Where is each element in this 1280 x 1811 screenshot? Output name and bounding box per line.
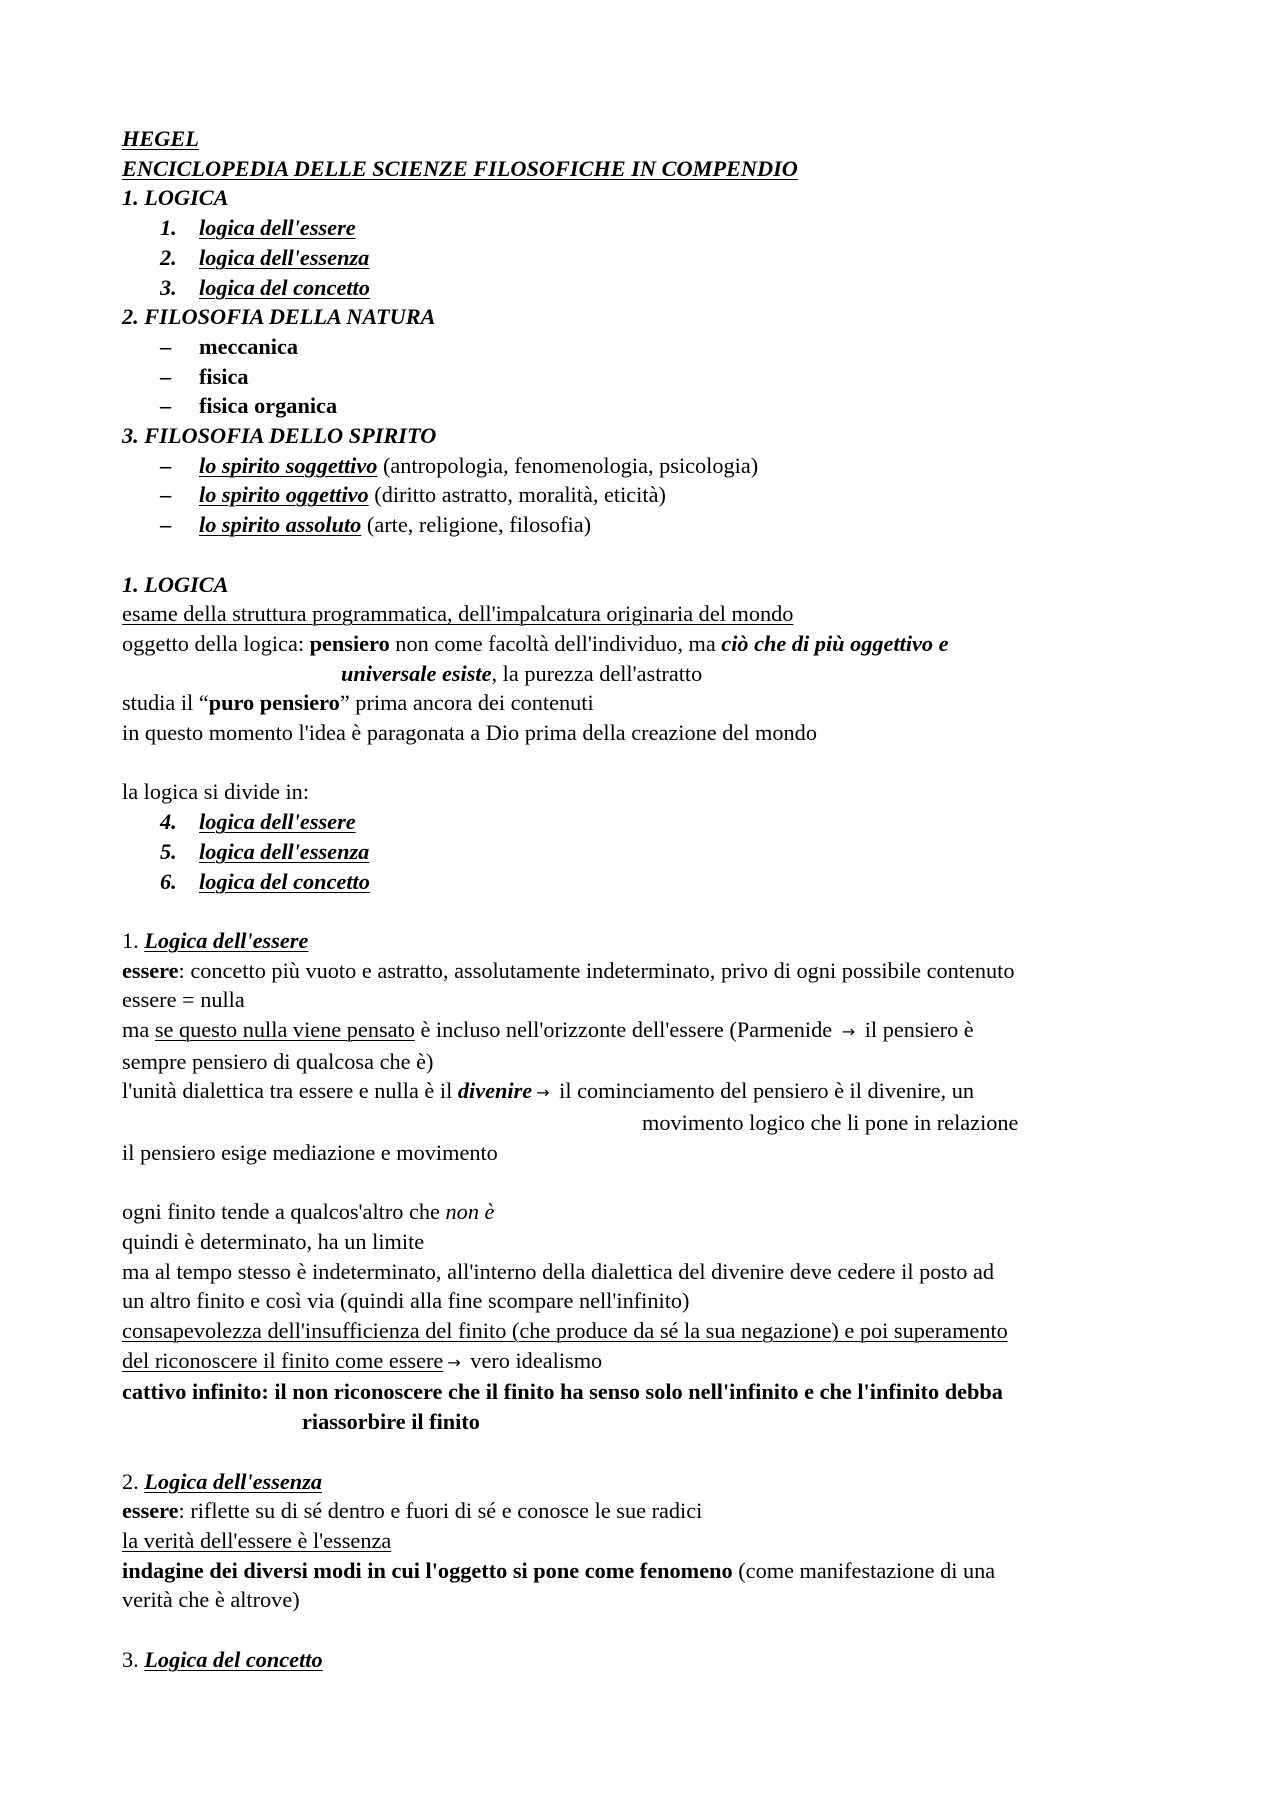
list-item: – lo spirito assoluto (arte, religione, filosofia) (160, 512, 592, 538)
section-heading-logica: 1. LOGICA (122, 571, 229, 597)
list-item: – lo spirito soggettivo (antropologia, fenomenologia, psicologia) (160, 452, 759, 478)
spacer (122, 1168, 1182, 1198)
spacer (122, 1615, 1182, 1645)
list-item: 1. logica dell'essere (160, 215, 356, 241)
paragraph-line: universale esiste, la purezza dell'astratto (341, 660, 703, 686)
list-item: – fisica (160, 363, 249, 389)
paragraph-line: movimento logico che li pone in relazione (642, 1110, 1019, 1136)
spacer (122, 1437, 1182, 1467)
outline-heading-spirito: 3. FILOSOFIA DELLO SPIRITO (122, 423, 437, 449)
list-item: 5. logica dell'essenza (160, 838, 370, 864)
section-heading-essere: 1. Logica dell'essere (122, 927, 309, 953)
section-heading-essenza: 2. Logica dell'essenza (122, 1468, 323, 1494)
paragraph-line: consapevolezza dell'insufficienza del finito (che produce da sé la sua negazione) e poi superamento (122, 1318, 1008, 1344)
paragraph-line: sempre pensiero di qualcosa che è) (122, 1048, 434, 1074)
paragraph-line: ma al tempo stesso è indeterminato, all'interno della dialettica del divenire deve cedere il posto ad (122, 1258, 995, 1284)
paragraph-line: quindi è determinato, ha un limite (122, 1228, 425, 1254)
paragraph-line: essere = nulla (122, 987, 245, 1013)
list-item: 6. logica del concetto (160, 868, 370, 894)
paragraph-line: oggetto della logica: pensiero non come facoltà dell'individuo, ma ciò che di più oggettivo e (122, 630, 949, 656)
paragraph-line: ogni finito tende a qualcos'altro che non è (122, 1199, 495, 1225)
paragraph-line: cattivo infinito: il non riconoscere che il finito ha senso solo nell'infinito e che l'infinito debba (122, 1379, 1003, 1405)
paragraph-line: indagine dei diversi modi in cui l'oggetto si pone come fenomeno (come manifestazione di una (122, 1557, 996, 1583)
arrow-icon: → (841, 1022, 856, 1042)
paragraph-line: esame della struttura programmatica, dell'impalcatura originaria del mondo (122, 601, 794, 627)
paragraph-line: ma se questo nulla viene pensato è incluso nell'orizzonte dell'essere (Parmenide → il pensiero è (122, 1017, 974, 1043)
list-item: 4. logica dell'essere (160, 809, 356, 835)
paragraph-line: verità che è altrove) (122, 1587, 300, 1613)
paragraph-line: essere: concetto più vuoto e astratto, assolutamente indeterminato, privo di ogni possibile contenuto (122, 957, 1015, 983)
paragraph-line: in questo momento l'idea è paragonata a Dio prima della creazione del mondo (122, 720, 817, 746)
outline-heading-logica: 1. LOGICA (122, 185, 229, 211)
paragraph-line: studia il “puro pensiero” prima ancora dei contenuti (122, 690, 594, 716)
arrow-icon: → (536, 1083, 550, 1103)
paragraph-line: riassorbire il finito (302, 1409, 480, 1435)
paragraph-line: il pensiero esige mediazione e movimento (122, 1139, 498, 1165)
paragraph-line: un altro finito e così via (quindi alla fine scompare nell'infinito) (122, 1288, 690, 1314)
paragraph-line: la logica si divide in: (122, 779, 310, 805)
document-page (122, 124, 1182, 1674)
section-heading-concetto: 3. Logica del concetto (122, 1646, 323, 1672)
arrow-icon: → (447, 1352, 461, 1372)
doc-title: HEGEL (122, 126, 199, 151)
list-item: – fisica organica (160, 393, 338, 419)
spacer (122, 540, 1182, 570)
outline-heading-natura: 2. FILOSOFIA DELLA NATURA (122, 304, 436, 330)
paragraph-line: la verità dell'essere è l'essenza (122, 1527, 392, 1553)
paragraph-line: essere: riflette su di sé dentro e fuori di sé e conosce le sue radici (122, 1498, 703, 1524)
spacer (122, 748, 1182, 778)
list-item: – lo spirito oggettivo (diritto astratto, moralità, eticità) (160, 482, 666, 508)
list-item: – meccanica (160, 333, 299, 359)
list-item: 2. logica dell'essenza (160, 244, 370, 270)
paragraph-line: del riconoscere il finito come essere → vero idealismo (122, 1347, 603, 1373)
paragraph-line: l'unità dialettica tra essere e nulla è il divenire → il cominciamento del pensiero è il divenire, un (122, 1078, 974, 1104)
doc-subtitle: ENCICLOPEDIA DELLE SCIENZE FILOSOFICHE IN COMPENDIO (122, 155, 798, 181)
list-item: 3. logica del concetto (160, 274, 370, 300)
spacer (122, 896, 1182, 926)
